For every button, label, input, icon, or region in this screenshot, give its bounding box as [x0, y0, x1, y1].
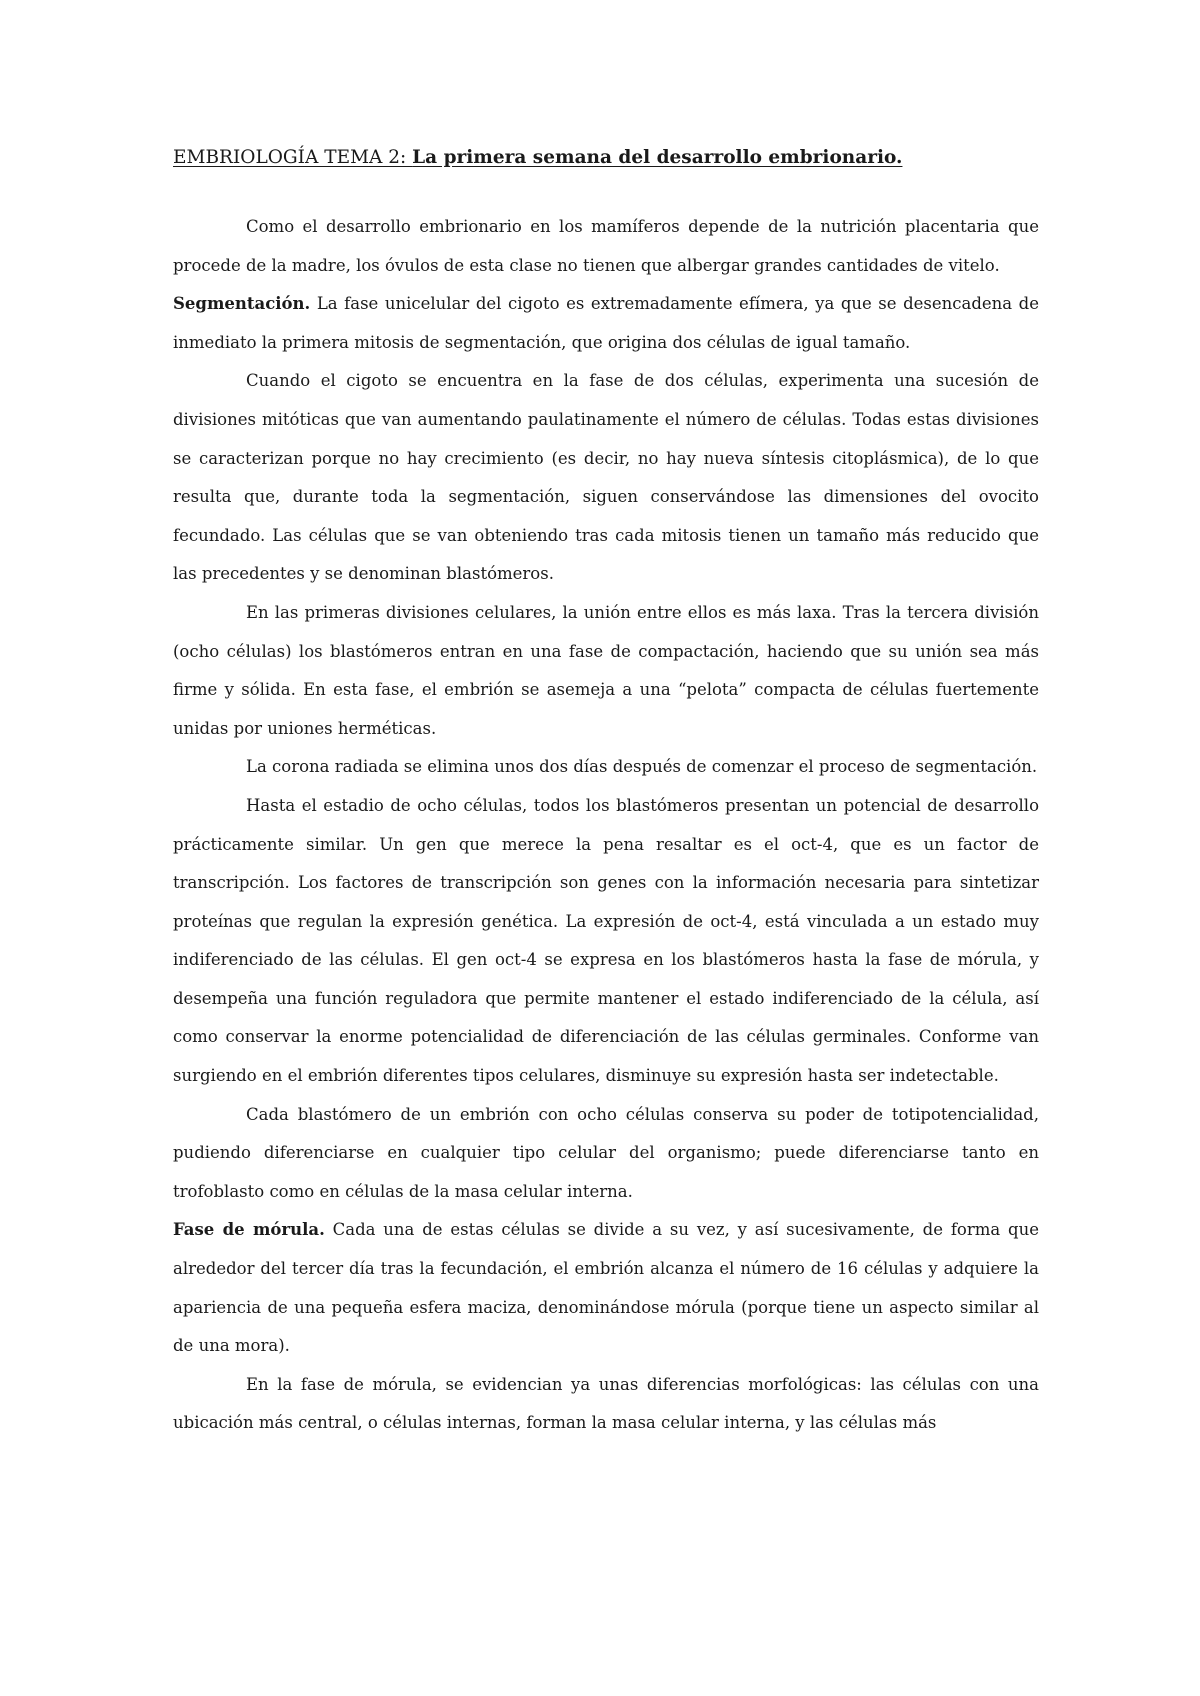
paragraph-fase-morula [173, 1211, 1039, 1365]
paragraph-text: En la fase de mórula, se evidencian ya unas diferencias morfológicas: las células con una ubicación más central, o células internas, forman la masa celular interna, y las células más [173, 1374, 1039, 1433]
paragraph-divisiones [173, 362, 1039, 594]
document-page [173, 146, 1039, 1443]
paragraph-text: La fase unicelular del cigoto es extremadamente efímera, ya que se desencadena de inmediato la primera mitosis de segmentación, que origina dos células de igual tamaño. [173, 294, 1039, 352]
paragraph-text: Cada una de estas células se divide a su vez, y así sucesivamente, de forma que alrededor del tercer día tras la fecundación, el embrión alcanza el número de 16 células y adquiere la apariencia de una pequeña esfera maciza, denominándose mórula (porque tiene un aspecto similar al de una mora). [173, 1220, 1039, 1356]
title-main: La primera semana del desarrollo embrionario. [412, 147, 903, 168]
title-prefix: EMBRIOLOGÍA TEMA 2: [173, 147, 413, 168]
paragraph-compactacion [173, 594, 1039, 748]
paragraph-text: La corona radiada se elimina unos dos días después de comenzar el proceso de segmentación. [246, 757, 1038, 777]
document-body [173, 208, 1039, 1443]
paragraph-segmentacion [173, 285, 1039, 362]
paragraph-corona-radiada [173, 748, 1039, 787]
paragraph-text: Hasta el estadio de ocho células, todos los blastómeros presentan un potencial de desarrollo prácticamente similar. Un gen que merece la pena resaltar es el oct-4, que es un factor de transcripción. Los factores de transcripción son genes con la información necesaria para sintetizar proteínas que regulan la expresión genética. La expresión de oct-4, está vinculada a un estado muy indiferenciado de las células. El gen oct-4 se expresa en los blastómeros hasta la fase de mórula, y desempeña una función reguladora que permite mantener el estado indiferenciado de la célula, así como conservar la enorme potencialidad de diferenciación de las células germinales. Conforme van surgiendo en el embrión diferentes tipos celulares, disminuye su expresión hasta ser indetectable. [173, 795, 1039, 1086]
section-heading-segmentacion: Segmentación. [173, 294, 311, 314]
paragraph-text: Cuando el cigoto se encuentra en la fase de dos células, experimenta una sucesión de divisiones mitóticas que van aumentando paulatinamente el número de células. Todas estas divisiones se caracterizan porque no hay crecimiento (es decir, no hay nueva síntesis citoplásmica), de lo que resulta que, durante toda la segmentación, siguen conservándose las dimensiones del ovocito fecundado. Las células que se van obteniendo tras cada mitosis tienen un tamaño más reducido que las precedentes y se denominan blastómeros. [173, 371, 1039, 584]
paragraph-text: Cada blastómero de un embrión con ocho células conserva su poder de totipotencialidad, pudiendo diferenciarse en cualquier tipo celular del organismo; puede diferenciarse tanto en trofoblasto como en células de la masa celular interna. [173, 1104, 1039, 1201]
paragraph-text: En las primeras divisiones celulares, la unión entre ellos es más laxa. Tras la tercera división (ocho células) los blastómeros entran en una fase de compactación, haciendo que su unión sea más firme y sólida. En esta fase, el embrión se asemeja a una “pelota” compacta de células fuertemente unidas por uniones herméticas. [173, 602, 1039, 738]
section-heading-fase-morula: Fase de mórula. [173, 1220, 325, 1240]
paragraph-diferencias [173, 1366, 1039, 1443]
document-title [173, 146, 1039, 170]
paragraph-oct4 [173, 787, 1039, 1096]
paragraph-totipotencialidad [173, 1096, 1039, 1212]
paragraph-intro [173, 208, 1039, 285]
paragraph-text: Como el desarrollo embrionario en los mamíferos depende de la nutrición placentaria que procede de la madre, los óvulos de esta clase no tienen que albergar grandes cantidades de vitelo. [173, 217, 1039, 275]
